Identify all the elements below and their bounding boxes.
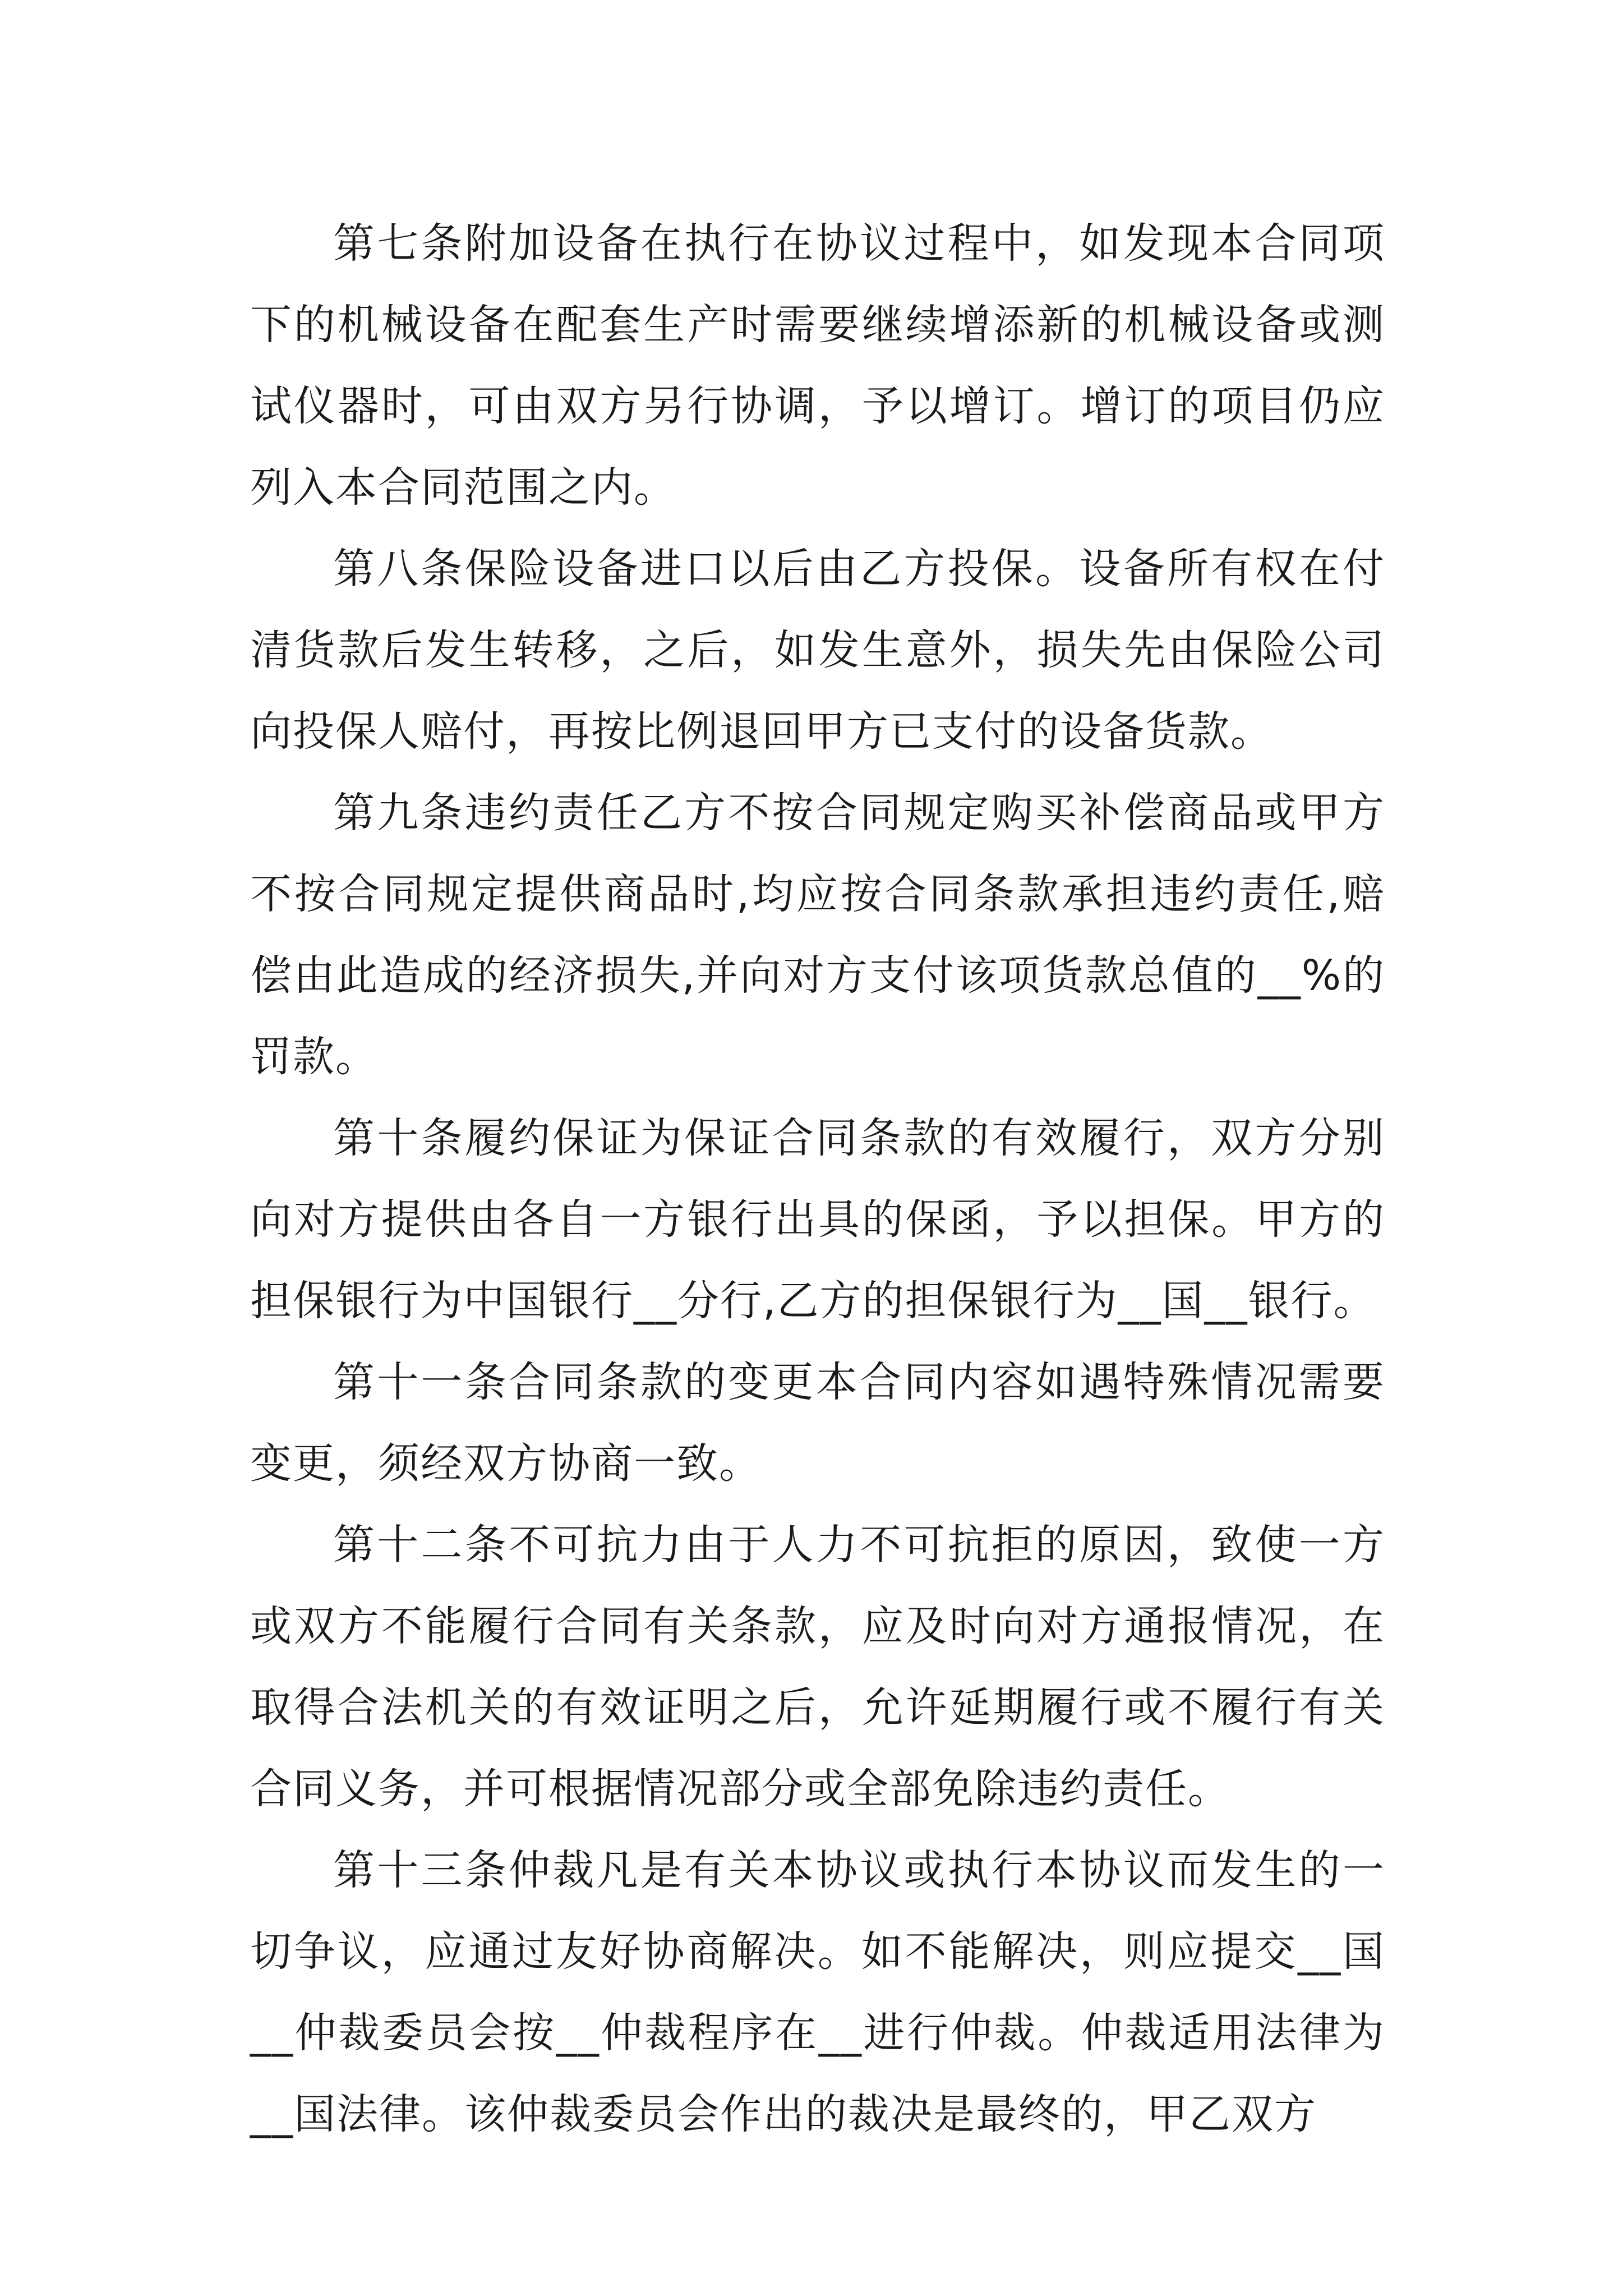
paragraph-article-10: 第十条履约保证为保证合同条款的有效履行，双方分别向对方提供由各自一方银行出具的保函，予以担保。甲方的担保银行为中国银行__分行,乙方的担保银行为__国__银行。 — [250, 1114, 1385, 1325]
paragraph-article-8: 第八条保险设备进口以后由乙方投保。设备所有权在付清货款后发生转移，之后，如发生意外，损失先由保险公司向投保人赔付，再按比例退回甲方已支付的设备货款。 — [250, 545, 1385, 756]
paragraph-article-13: 第十三条仲裁凡是有关本协议或执行本协议而发生的一切争议，应通过友好协商解决。如不能解决，则应提交__国__仲裁委员会按__仲裁程序在__进行仲裁。仲裁适用法律为__国法律。该仲裁委员会作出的裁决是最终的，甲乙双方 — [250, 1846, 1385, 2138]
paragraph-article-11: 第十一条合同条款的变更本合同内容如遇特殊情况需要变更，须经双方协商一致。 — [250, 1358, 1385, 1488]
paragraph-article-12: 第十二条不可抗力由于人力不可抗拒的原因，致使一方或双方不能履行合同有关条款，应及时向对方通报情况，在取得合法机关的有效证明之后，允许延期履行或不履行有关合同义务，并可根据情况部分或全部免除违约责任。 — [250, 1521, 1385, 1813]
paragraph-article-9: 第九条违约责任乙方不按合同规定购买补偿商品或甲方不按合同规定提供商品时,均应按合同条款承担违约责任,赔偿由此造成的经济损失,并向对方支付该项货款总值的__%的罚款。 — [250, 789, 1385, 1081]
document-body — [250, 203, 1385, 2155]
paragraph-article-7: 第七条附加设备在执行在协议过程中，如发现本合同项下的机械设备在配套生产时需要继续增添新的机械设备或测试仪器时，可由双方另行协调，予以增订。增订的项目仍应列入本合同范围之内。 — [250, 219, 1385, 512]
